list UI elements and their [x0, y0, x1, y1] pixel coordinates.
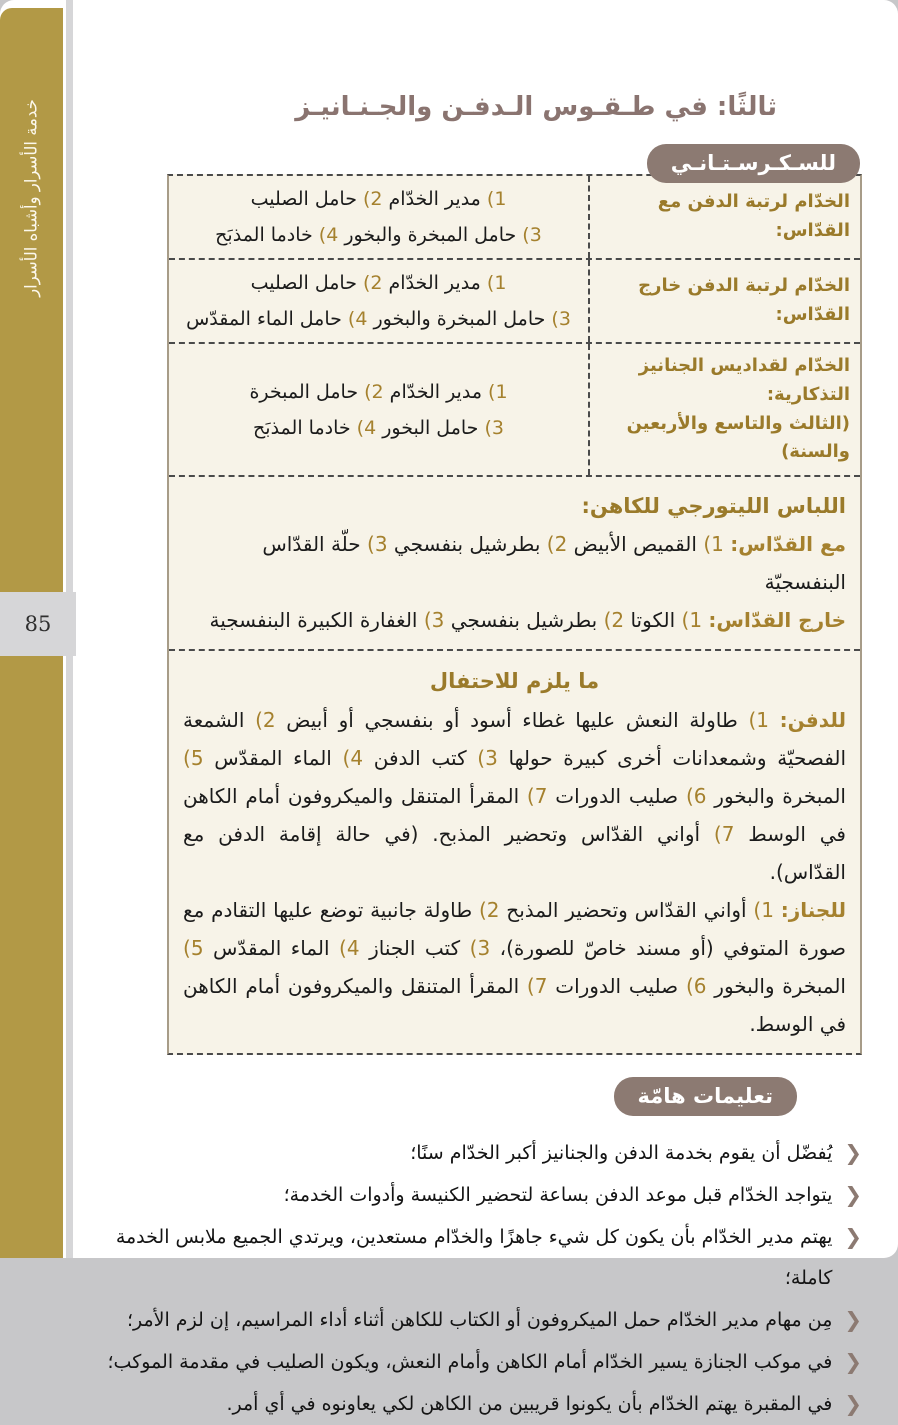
outside-liturgy-text: 1) الكوتا 2) بطرشيل بنفسجي 3) الغفارة الكبيرة البنفسجية	[209, 608, 703, 633]
row-content-cell	[169, 344, 588, 475]
content-line: 1) مدير الخدّام 2) حامل الصليب	[250, 272, 507, 294]
table-row	[169, 258, 860, 342]
instruction-text: يُفضّل أن يقوم بخدمة الدفن والجنانيز أكبر الخدّام سنًا؛	[410, 1142, 833, 1165]
with-liturgy-text: 1) القميص الأبيض 2) بطرشيل بنفسجي 3) حلّة القدّاس البنفسجيّة	[262, 532, 846, 595]
row-label-subtitle: (الثالث والتاسع والأربعين والسنة)	[626, 412, 850, 463]
row-label: الخدّام لرتبة الدفن خارج القدّاس:	[638, 275, 850, 325]
table-row	[169, 342, 860, 475]
chevron-marker-icon: ❮	[844, 1308, 862, 1333]
instruction-text: يتواجد الخدّام قبل موعد الدفن بساعة لتحضير الكنيسة وأدوات الخدمة؛	[283, 1184, 833, 1207]
instruction-text: في موكب الجنازة يسير الخدّام أمام الكاهن وأمام النعش، ويكون الصليب في مقدمة الموكب؛	[107, 1351, 833, 1374]
with-liturgy-label: مع القدّاس:	[730, 532, 846, 557]
deacons-table-wrapper	[167, 151, 862, 1055]
content-line: 3) حامل البخور 4) خادما المذبَح	[253, 416, 504, 439]
instructions-list	[105, 1132, 862, 1425]
chevron-marker-icon: ❮	[844, 1225, 862, 1250]
row-label-cell	[588, 176, 860, 258]
instruction-text: في المقبرة يهتم الخدّام بأن يكونوا قريبين من الكاهن لكي يعاونوه في أي أمر.	[226, 1393, 833, 1416]
burial-text: 1) طاولة النعش عليها غطاء أسود أو بنفسجي أو أبيض 2) الشمعة الفصحيّة وشمعدانات أخرى كبيرة حولها 3) كتب الدفن 4) الماء المقدّس 5) المبخرة والبخور 6) صليب الدورات 7) المقرأ المتنقل والميكروفون أمام الكاهن في الوسط 7) أواني القدّاس وتحضير المذبح. (في حالة إقامة الدفن مع القدّاس).	[183, 708, 847, 885]
content-line: 3) حامل المبخرة والبخور 4) حامل الماء المقدّس	[186, 308, 571, 330]
instruction-item	[105, 1174, 862, 1216]
funeral-label: للجناز:	[780, 898, 846, 923]
page-number: 85	[24, 612, 52, 636]
row-label: الخدّام لقداديس الجنانيز التذكارية:	[638, 355, 850, 405]
sidebar-vertical-title: خدمة الأسرار وأشباه الأسرار	[21, 99, 41, 297]
burial-requirements	[183, 701, 846, 891]
chevron-marker-icon: ❮	[844, 1392, 862, 1417]
chevron-marker-icon: ❮	[844, 1141, 862, 1166]
instructions-badge-row	[105, 1077, 797, 1116]
row-label: الخدّام لرتبة الدفن مع القدّاس:	[657, 191, 850, 241]
liturgical-vestments-row	[169, 475, 860, 649]
instruction-item	[105, 1341, 862, 1383]
row-content-cell	[169, 176, 588, 258]
requirements-row	[169, 649, 860, 1053]
instruction-item	[105, 1383, 862, 1425]
sacristan-badge: للسـكـرسـتـانـي	[647, 144, 860, 183]
page-title: ثالثًا: في طـقـوس الـدفـن والجـنـانيـز	[295, 92, 777, 122]
content-line: 1) مدير الخدّام 2) حامل الصليب	[250, 188, 507, 210]
content-line: 3) حامل المبخرة والبخور 4) خادما المذبَح	[215, 224, 542, 246]
funeral-text: 1) أواني القدّاس وتحضير المذبح 2) طاولة جانبية توضع عليها التقادم مع صورة المتوفي (أو مسند خاصّ للصورة)، 3) كتب الجناز 4) الماء المقدّس 5) المبخرة والبخور 6) صليب الدورات 7) المقرأ المتنقل والميكروفون أمام الكاهن في الوسط.	[183, 898, 846, 1037]
requirements-heading: ما يلزم للاحتفال	[429, 669, 600, 694]
row-label-cell	[588, 260, 860, 342]
chevron-marker-icon: ❮	[844, 1350, 862, 1375]
instruction-text: مِن مهام مدير الخدّام حمل الميكروفون أو الكتاب للكاهن أثناء أداء المراسيم، إن لزم الأمر؛	[126, 1309, 833, 1332]
vestments-heading: اللباس الليتورجي للكاهن:	[581, 494, 846, 519]
deacons-table	[167, 174, 862, 1055]
main-content	[105, 0, 862, 1425]
outside-liturgy-label: خارج القدّاس:	[708, 608, 846, 633]
requirements-cell	[169, 651, 860, 1053]
table-row	[169, 176, 860, 258]
vestments-line	[183, 601, 846, 639]
important-instructions-badge: تعليمات هامّة	[614, 1077, 797, 1116]
page-number-box	[0, 592, 76, 656]
burial-label: للدفن:	[779, 708, 846, 733]
funeral-requirements	[183, 891, 846, 1043]
row-label-cell	[588, 344, 860, 475]
instruction-item	[105, 1299, 862, 1341]
content-line: 1) مدير الخدّام 2) حامل المبخرة	[249, 380, 508, 403]
instruction-item	[105, 1132, 862, 1174]
row-content-cell	[169, 260, 588, 342]
vestments-line	[183, 525, 846, 601]
chevron-marker-icon: ❮	[844, 1183, 862, 1208]
instruction-text: يهتم مدير الخدّام بأن يكون كل شيء جاهزًا والخدّام مستعدين، ويرتدي الجميع ملابس الخدمة كاملة؛	[115, 1226, 833, 1290]
liturgical-vestments-cell	[169, 477, 860, 649]
